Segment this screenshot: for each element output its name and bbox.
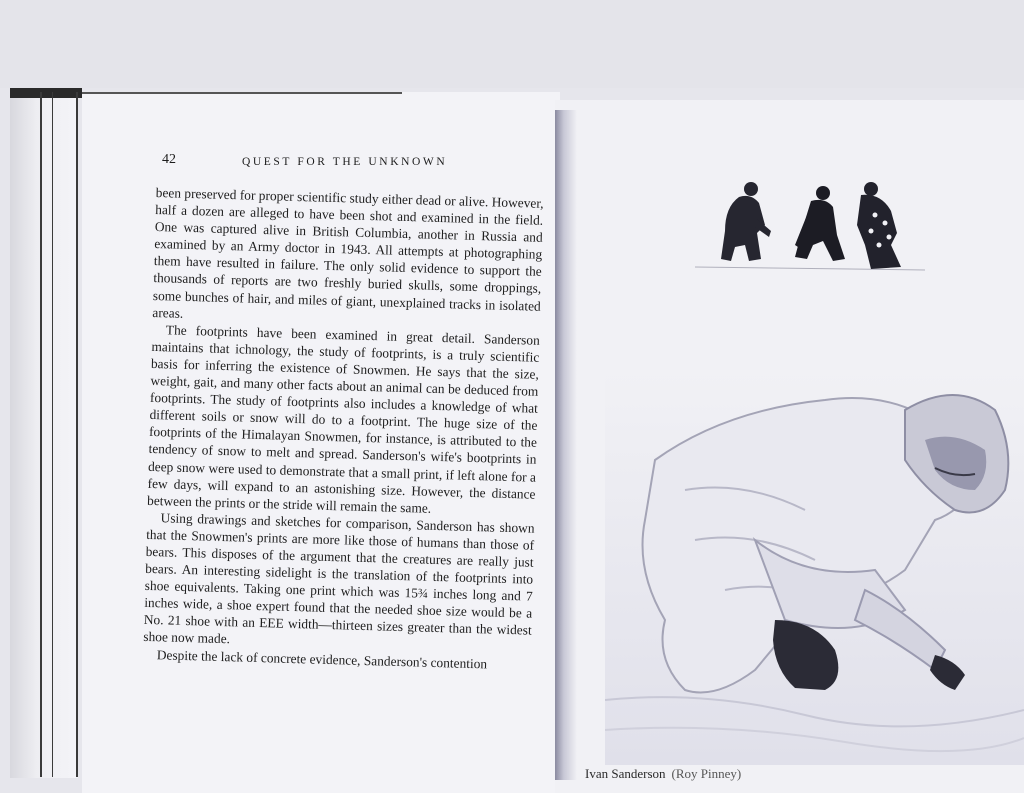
running-head: QUEST FOR THE UNKNOWN [242, 156, 448, 168]
photo-man-examining-snow [605, 370, 1024, 765]
photo-three-men-in-snow [695, 175, 925, 285]
gutter-shadow [555, 110, 577, 780]
right-page [555, 100, 1024, 793]
photo-caption [585, 766, 741, 782]
page-top-rule [82, 92, 402, 94]
page-edge-line [76, 92, 78, 777]
page-stack-edge [10, 98, 78, 778]
binding-shadow [10, 88, 82, 98]
caption-credit: (Roy Pinney) [671, 766, 742, 781]
paragraph: been preserved for proper scientific study either dead or alive. However, half a dozen are alleged to have been shot and examined in the field. One was captured alive in British Columbia, another in Russia and examined by an Army doctor in 1943. All attempts at photographing them have resulted in failure. The only solid evidence to support the thousands of reports are two freshly buried skulls, some droppings, some bunches of hair, and miles of giant, unexplained tracks in isolated areas. [152, 184, 544, 321]
caption-name: Ivan Sanderson [585, 766, 666, 781]
body-text [143, 184, 544, 673]
left-page [82, 92, 560, 793]
page-number: 42 [162, 152, 176, 167]
page-edge-line [40, 92, 42, 777]
page-edge-line [52, 92, 53, 777]
paragraph: The footprints have been examined in great detail. Sanderson maintains that ichnology, the study of footprints, is a truly scientific basis for inferring the existence of Snowmen. He says that the size, weight, gait, and many other facts about an animal can be deduced from footprints. The study of footprints also includes a knowledge of what different soils or snow will do to a footprint. The huge size of the footprints of the Himalayan Snowmen, for instance, is attributed to the tendency of snow to melt and spread. Sanderson's wife's bootprints in deep snow were used to demonstrate that a small print, if left alone for a few days, will expand to an astonishing size. However, the distance between the prints or the stride will remain the same. [146, 322, 541, 516]
paragraph: Despite the lack of concrete evidence, Sanderson's contention [156, 646, 488, 671]
paragraph: Using drawings and sketches for comparison, Sanderson has shown that the Snowmen's prints are more like those of humans than those of bears. This disposes of the argument that the creatures are really just bears. An interesting sidelight is the translation of the footprints into shoe equivalents. Taking one print which was 15¾ inches long and 7 inches wide, a shoe expert found that the needed shoe size would be a No. 21 shoe with an EEE width—thirteen sizes greater than the widest shoe now made. [143, 510, 535, 647]
scanner-background [0, 0, 1024, 88]
